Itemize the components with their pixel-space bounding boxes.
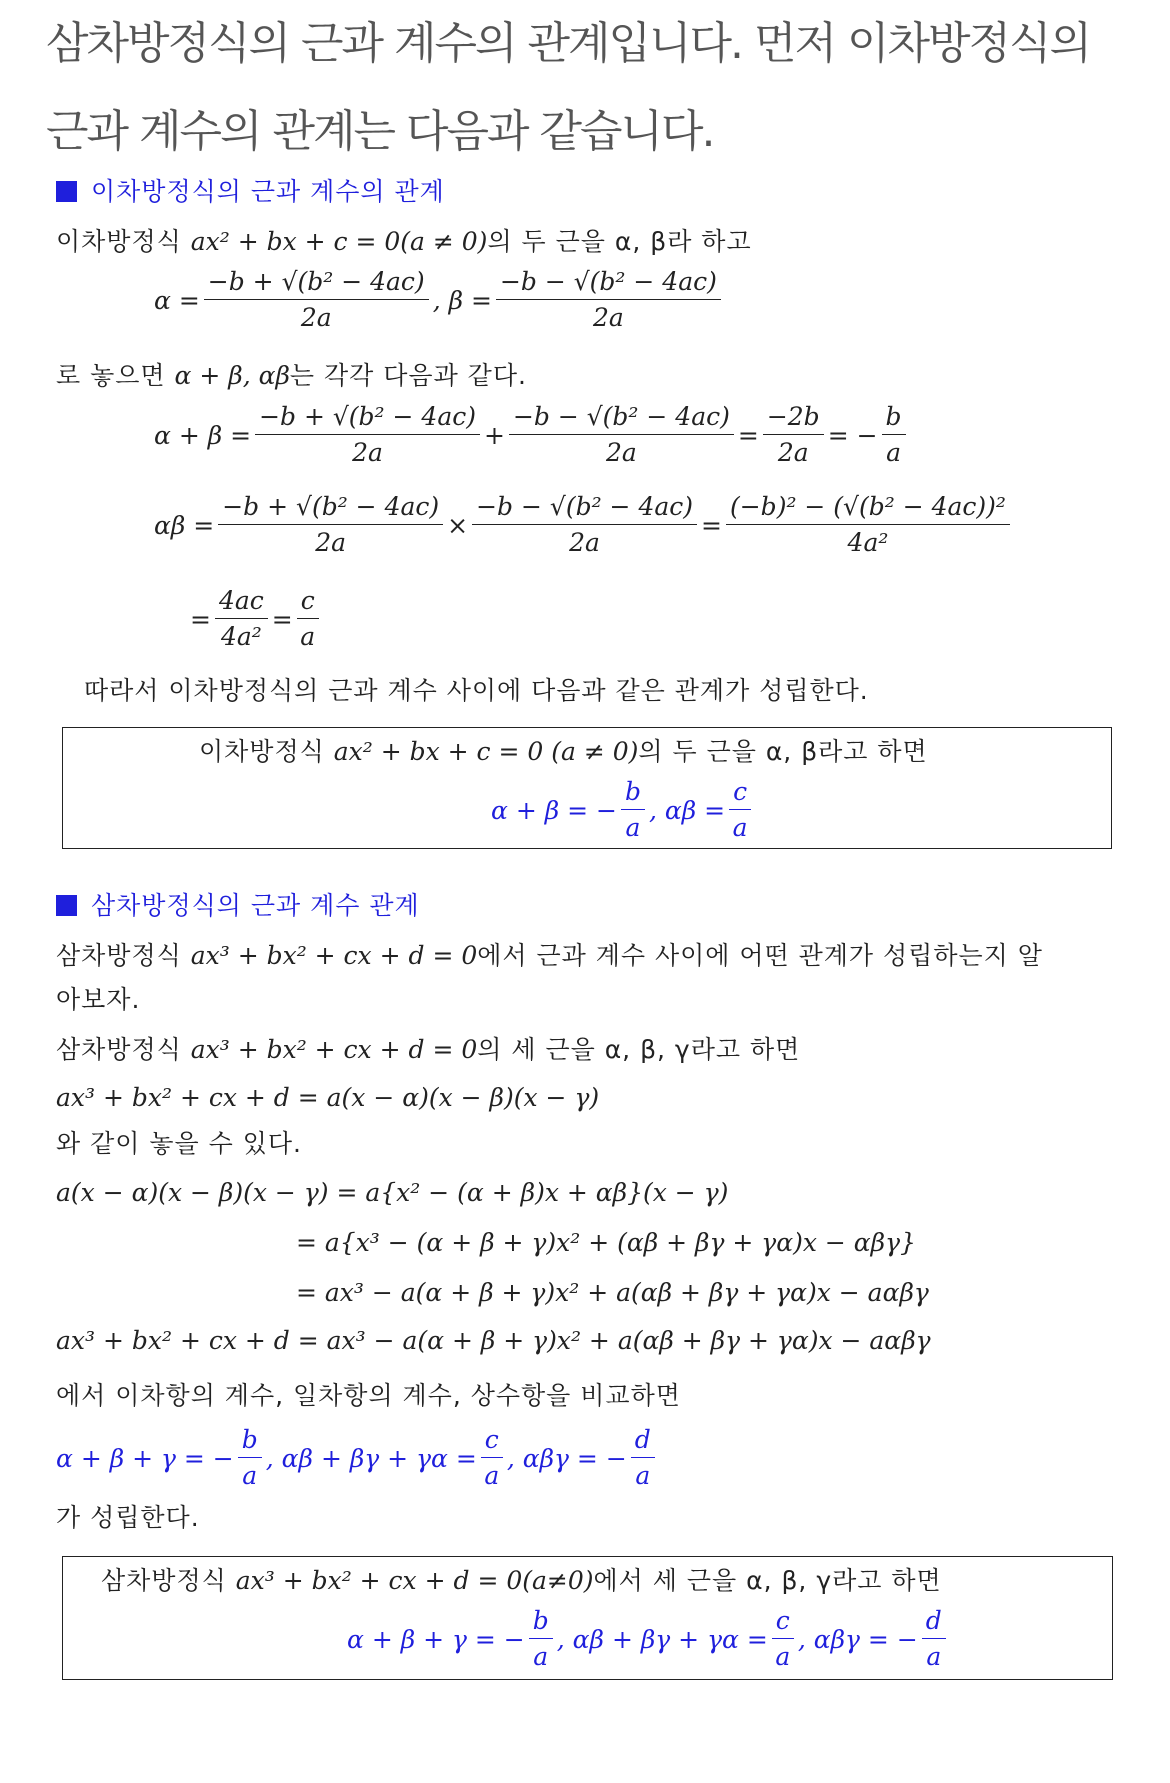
square-bullet-icon <box>56 181 77 202</box>
product-derivation: αβ = $\frac{\text{−b + √(b² − 4ac)}}{2a}$ × $\frac{\text{−b − √(b² − 4ac)}}{2a}$ = $\frac{\text{(−b)² − (√(b² − 4ac))²}}{\text{4a²}}$ <box>154 493 1014 557</box>
quadratic-summary-box <box>62 727 1112 849</box>
cubic-summary-box <box>62 1556 1113 1680</box>
cubic-factored-form: ax³ + bx² + cx + d = a(x − α)(x − β)(x − γ) <box>56 1083 600 1112</box>
cubic-heading: 삼차방정식의 근과 계수 관계 <box>56 890 420 922</box>
beta-fraction: $\frac{\text{−b − √(b² − 4ac)}}{2a}$ <box>496 268 721 332</box>
intro-line-1: 삼차방정식의 근과 계수의 관계입니다. 먼저 이차방정식의 <box>46 18 1091 69</box>
expansion-line-1: a(x − α)(x − β)(x − γ) = a{x² − (α + β)x + αβ}(x − γ) <box>56 1178 729 1207</box>
quadratic-box-result: α + β = − $\frac{b}{a}$ , αβ = $\frac{c}{a}$ <box>491 778 755 842</box>
expansion-line-3: = ax³ − a(α + β + γ)x² + a(αβ + βγ + γα)x − aαβγ <box>296 1278 929 1307</box>
expansion-line-2: = a{x³ − (α + β + γ)x² + (αβ + βγ + γα)x − αβγ} <box>296 1228 916 1257</box>
root-formulas: α = $\frac{\text{−b + √(b² − 4ac)}}{2a}$ , β = $\frac{\text{−b − √(b² − 4ac)}}{2a}$ <box>154 268 725 332</box>
square-bullet-icon <box>56 895 77 916</box>
quadratic-equation: ax² + bx + c = 0(a ≠ 0) <box>190 227 488 256</box>
alpha-fraction: $\frac{\text{−b + √(b² − 4ac)}}{2a}$ <box>204 268 429 332</box>
intro-line-2: 근과 계수의 관계는 다음과 같습니다. <box>46 106 714 157</box>
cubic-intro-line-2: 아보자. <box>56 985 141 1014</box>
cubic-box-statement: 삼차방정식 ax³ + bx² + cx + d = 0(a≠0)에서 세 근을 α, β, γ라고 하면 <box>101 1566 942 1595</box>
cubic-box-result: α + β + γ = − $\frac{b}{a}$ , αβ + βγ + γα = $\frac{c}{a}$ , αβγ = − $\frac{d}{a}$ <box>347 1607 950 1671</box>
can-set-sentence: 와 같이 놓을 수 있다. <box>56 1129 302 1158</box>
then-sentence: 로 놓으면 α + β, αβ는 각각 다음과 같다. <box>56 361 527 390</box>
cubic-relations: α + β + γ = − $\frac{b}{a}$ , αβ + βγ + γα = $\frac{c}{a}$ , αβγ = − $\frac{d}{a}$ <box>56 1426 659 1490</box>
quadratic-statement: 이차방정식 ax² + bx + c = 0(a ≠ 0)의 두 근을 α, β라 하고 <box>56 227 752 256</box>
product-simplified: = $\frac{4ac}{\text{4a²}}$ = $\frac{c}{a}$ <box>190 587 323 651</box>
coefficient-identity: ax³ + bx² + cx + d = ax³ − a(α + β + γ)x² + a(αβ + βγ + γα)x − aαβγ <box>56 1326 931 1355</box>
therefore-sentence: 따라서 이차방정식의 근과 계수 사이에 다음과 같은 관계가 성립한다. <box>84 676 869 705</box>
quadratic-box-statement: 이차방정식 ax² + bx + c = 0 (a ≠ 0)의 두 근을 α, β라고 하면 <box>199 737 928 766</box>
cubic-roots-statement: 삼차방정식 ax³ + bx² + cx + d = 0의 세 근을 α, β, γ라고 하면 <box>56 1035 801 1064</box>
compare-sentence: 에서 이차항의 계수, 일차항의 계수, 상수항을 비교하면 <box>56 1381 681 1410</box>
sum-derivation: α + β = $\frac{\text{−b + √(b² − 4ac)}}{2a}$ + $\frac{\text{−b − √(b² − 4ac)}}{2a}$ = $\frac{-2b}{2a}$ = − $\frac{b}{a}$ <box>154 403 910 467</box>
cubic-intro-line-1: 삼차방정식 ax³ + bx² + cx + d = 0에서 근과 계수 사이에 어떤 관계가 성립하는지 알 <box>56 941 1043 970</box>
quadratic-heading: 이차방정식의 근과 계수의 관계 <box>56 176 445 208</box>
holds-sentence: 가 성립한다. <box>56 1503 200 1532</box>
